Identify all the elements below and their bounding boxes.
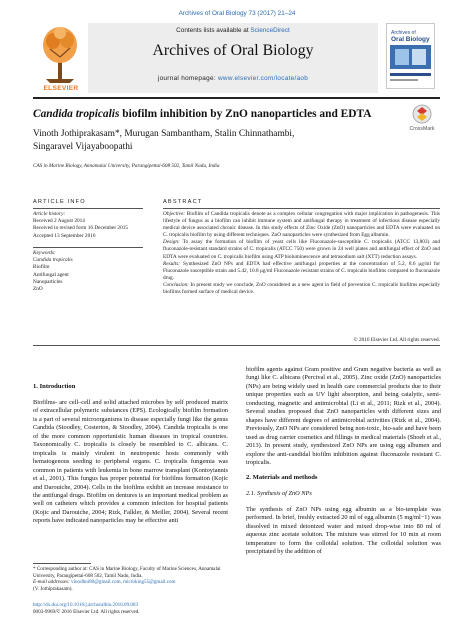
abstract-objective: Objective: Biofilm of Candida tropicalis denote as a complex cellular congregation with major implication in pathogenesis. This lifestyle of fungus as a biofilm can inhibit immune system and antifungal therapy in treatment of infectious disease especially medical device associated chronic disease. In this study effects of Zinc Oxide (ZnO) nanoparticles and EDTA were evaluated on C. tropicalis biofilm by using different techniques. ZnO nanoparticles were synthesized from Egg albumin.: [163, 211, 440, 239]
doi-link[interactable]: http://dx.doi.org/10.1016/j.archoralbio.2016.09.003: [33, 602, 139, 608]
abstract-divider: [163, 208, 440, 209]
synthesis-paragraph: The synthesis of ZnO NPs using egg albumin as a bio-template was performed. In brief, freshly extracted 20 ml of egg albumin (5 mg/ml−1) was dissolved in mixed deionized water and mixed drop-wise into 80 ml of aqueous zinc acetate solution. The mixture was stirred for 10 min at room temperature to form the colloidal solution. The colloidal solution was precipitated by the addition of: [246, 506, 441, 556]
keyword-item: Biofilm: [33, 264, 50, 271]
keywords-label: Keywords:: [33, 250, 56, 256]
abstract-label: Conclusion:: [163, 281, 189, 288]
abstract-label: Objective:: [163, 211, 186, 217]
crossmark-label: CrossMark: [409, 126, 435, 132]
journal-cover-icon: [387, 24, 434, 88]
keyword-item: Nanoparticles: [33, 278, 63, 285]
doi-and-issn: [33, 602, 233, 615]
keyword-item: ZnO: [33, 286, 43, 293]
keyword-item: Candida tropicalis: [33, 257, 73, 264]
svg-text:Archives of: Archives of: [391, 30, 416, 36]
synthesis-subheading: 2.1. Synthesis of ZnO NPs: [246, 490, 312, 497]
homepage-prefix: journal homepage:: [157, 75, 218, 82]
abstract-label: Results:: [163, 260, 181, 267]
journal-cover-thumbnail: [386, 23, 435, 89]
journal-homepage-link[interactable]: www.elsevier.com/locate/aob: [217, 75, 309, 82]
keyword-item: Antifungal agent: [33, 271, 69, 278]
abstract-results: Results: Synthesized ZnO NPs and EDTA had effective antifungal properties at the concentration of 5.2, 8.6 μg/ml for Fluconazole susceptible strain and 5.42, 10.8 μg/ml Fluconazole resistant strains of C. tropicalis biofilms compared to fluconazole drug.: [163, 260, 440, 281]
article-title: [33, 107, 383, 121]
history-label: Article history:: [33, 211, 66, 217]
article-info-heading: ARTICLE INFO: [33, 199, 86, 205]
keywords-list: [33, 250, 143, 293]
materials-methods-heading: 2. Materials and methods: [246, 474, 318, 481]
footnote-divider: [33, 563, 91, 564]
abstract-copyright: © 2016 Elsevier Ltd. All rights reserved.: [353, 337, 440, 343]
abstract-conclusion: Conclusion: In present study we conclude, ZnO considered as a new agent in field of prevention C. tropicalis biofilms especially biofilms formed surface of medical device.: [163, 281, 440, 296]
introduction-continuation: biofilm agents against Gram positive and Gram negative bacteria as well as fungi like C. albicans (Percival et al., 2005). Zinc oxide (ZnO) nanoparticles (NPs) are being widely used in health care commercial products due to their unique properties such as UV light absorption, and being catalytic, semi-conducting, magnetic and antimicrobial (Li et al., 2011; Rizk et al., 2004). Several studies proposed that ZnO nanoparticles with different sizes and shapes have different degrees of antimicrobial activities (Rizk et al., 2004). Previously, ZnO NPs are considered being non-toxic, bio-safe and have been used as drug carrier cosmetics and fillings in medical materials (Shoeb et al., 2013). In present study, synthesized ZnO NPs are using egg albumen and explore the anti-candidal biofilm inhibition against fluconazole resistant C. tropicalis.: [246, 366, 441, 466]
sciencedirect-link[interactable]: ScienceDirect: [250, 27, 290, 34]
header-divider: [33, 97, 440, 99]
history-received: Received 2 August 2014: [33, 218, 85, 225]
title-rest: biofilm inhibition by ZnO nanoparticles and EDTA: [119, 108, 372, 120]
elsevier-tree-logo-icon: [40, 23, 80, 85]
history-revised: Received in revised form 16 December 2015: [33, 225, 129, 232]
abstract-body: [163, 211, 440, 296]
cover-title: Oral Biology: [391, 36, 430, 43]
keywords-divider: [33, 247, 143, 248]
author-email-links[interactable]: vinodhni80@gmail.com, microking55@gmail.com: [71, 579, 176, 586]
elsevier-wordmark: ELSEVIER: [43, 85, 79, 92]
journal-title: Archives of Oral Biology: [152, 42, 314, 59]
issn-copyright: 0003-9969/© 2016 Elsevier Ltd. All rights reserved.: [33, 608, 140, 615]
abstract-heading: ABSTRACT: [163, 199, 203, 205]
authors-line-2: Singaravel Vijayaboopathi: [33, 141, 133, 152]
journal-header: [40, 23, 435, 93]
history-accepted: Accepted 13 September 2016: [33, 232, 96, 239]
authors-line-1: Vinoth Jothiprakasam*, Murugan Sambantham, Stalin Chinnathambi,: [33, 129, 295, 139]
footnote-text: * Corresponding author at: CAS in Marine Biology, Faculty of Marine Sciences, Annamalai University, Parangipettai-608 502, Tamil Nadu, India.: [33, 566, 221, 579]
footnote-author-name: (V. Jothiprakasam).: [33, 586, 73, 593]
abstract-label: Design:: [163, 239, 180, 246]
abstract-design: Design: To assay the formation of biofilm of yeast cells like Fluconazole-susceptible C. tropicalis (ATCC 13,803) and fluconazole-resistant standard strains of C. tropicalis (ATCC 750) were grown in 24 well plates and antifungal effect of ZnO and EDTA were evaluated on C. tropicalis biofilm using ATP bioluminescence and tetrasodium salt (XTT) reduction assays.: [163, 239, 440, 260]
journal-homepage-line: [88, 75, 378, 82]
email-prefix: E-mail addresses:: [33, 579, 72, 586]
masthead-panel: [88, 23, 378, 93]
author-affiliation: CAS in Marine Biology, Annamalai University, Parangipettai-608 502, Tamil Nadu, India: [33, 163, 220, 169]
journal-citation-line[interactable]: Archives of Oral Biology 73 (2017) 21–24: [178, 10, 296, 17]
introduction-paragraph: Biofilms- are cell–cell and solid attached microbes by self produced matrix of extracellular polymeric substances (EPS). Ecologically biofilm formation is a part of several microorganisms in disease especially fungi like the genus Candida (Stoodley, Costerton, & Stoodley, 2004). Candida tropicalis is one of the more common opportunistic human diseases in tropical countries. Taxonomically C. tropicalis is closely be resembled to C. albicans. C. tropicalis is mainly virulent in neutropenic hosts commonly with hematogenous seeding to peripheral organs. C. tropicalis fungemia was common in patients with leukemia in bone marrow transplant (Kontoyiannis et al., 2001). This fungus has proper potential for biofilms formation (Kojic and Darouiche, 2004). Cells in the biofilms exhibit an increase resistance to the antifungal drugs. Biofilm on dentures is an important medical problem as well on catheters which provides a common infection for hospital patients (Kojic and Darouiche, 2004; Rizk, Falkler, & Meiller, 2004). Several recent reports have indicated nanoparticles may be effective anti: [33, 399, 228, 525]
corresponding-author-footnote: [33, 566, 228, 593]
contents-prefix: Contents lists available at: [176, 27, 251, 34]
contents-availability-line: [88, 27, 378, 34]
introduction-heading: 1. Introduction: [33, 383, 76, 390]
title-italic-part: Candida tropicalis: [33, 108, 120, 120]
abstract-bottom-divider: [33, 345, 440, 346]
article-info-divider: [33, 208, 143, 209]
article-history: [33, 211, 143, 240]
author-list: [33, 128, 413, 153]
